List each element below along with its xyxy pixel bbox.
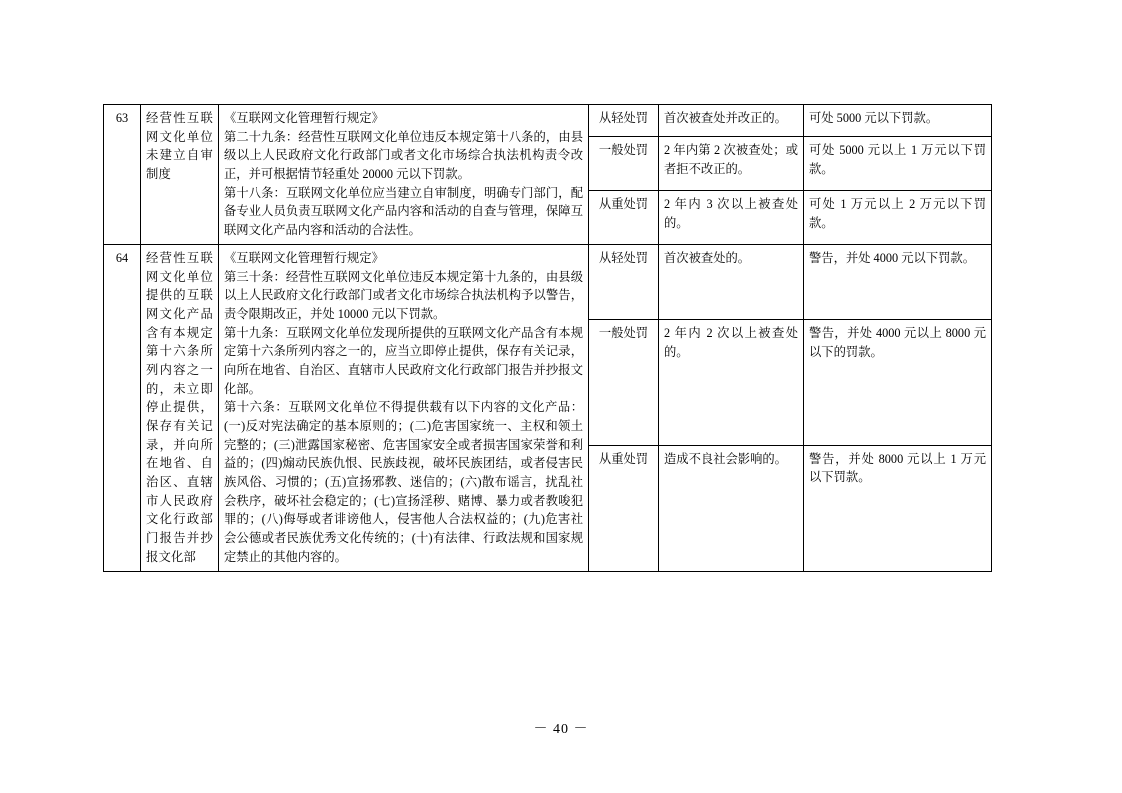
page-number: － 40 － (533, 722, 589, 737)
penalty-level: 一般处罚 (589, 319, 659, 445)
row-number: 64 (104, 244, 141, 571)
legal-basis-line: 第三十条：经营性互联网文化单位违反本规定第十九条的，由县级以上人民政府文化行政部门或者文化市场综合执法机构予以警告，责令限期改正，并处 10000 元以下罚款。 (224, 269, 583, 321)
violation-condition: 首次被查处的。 (659, 244, 804, 319)
penalty-standard: 可处 5000 元以上 1 万元以下罚款。 (804, 137, 992, 191)
penalty-standard: 警告，并处 4000 元以下罚款。 (804, 244, 992, 319)
legal-basis (219, 105, 589, 245)
penalty-level: 从重处罚 (589, 445, 659, 571)
table-row (104, 105, 992, 137)
penalty-discretion-table (103, 104, 992, 572)
penalty-level: 一般处罚 (589, 137, 659, 191)
table-row (104, 244, 992, 319)
item-title: 经营性互联网文化单位提供的互联网文化产品含有本规定第十六条所列内容之一的，未立即停止提供，保存有关记录，并向所在地省、自治区、直辖市人民政府文化行政部门报告并抄报文化部 (141, 244, 219, 571)
legal-basis (219, 244, 589, 571)
penalty-standard: 警告，并处 8000 元以上 1 万元以下罚款。 (804, 445, 992, 571)
penalty-standard: 可处 1 万元以上 2 万元以下罚款。 (804, 190, 992, 244)
legal-basis-line: 第二十九条：经营性互联网文化单位违反本规定第十八条的，由县级以上人民政府文化行政部门或者文化市场综合执法机构责令改正，并可根据情节轻重处 20000 元以下罚款。 (224, 129, 583, 182)
row-number: 63 (104, 105, 141, 245)
violation-condition: 2 年内 3 次以上被查处的。 (659, 190, 804, 244)
legal-basis-line: 《互联网文化管理暂行规定》 (224, 250, 384, 265)
penalty-standard: 可处 5000 元以下罚款。 (804, 105, 992, 137)
violation-condition: 首次被查处并改正的。 (659, 105, 804, 137)
penalty-standard: 警告，并处 4000 元以上 8000 元以下的罚款。 (804, 319, 992, 445)
violation-condition: 造成不良社会影响的。 (659, 445, 804, 571)
legal-basis-line: 第十六条：互联网文化单位不得提供载有以下内容的文化产品：(一)反对宪法确定的基本原则的；(二)危害国家统一、主权和领土完整的；(三)泄露国家秘密、危害国家安全或者损害国家荣誉和利益的；(四)煽动民族仇恨、民族歧视，破坏民族团结，或者侵害民族风俗、习惯的；(五)宣扬邪教、迷信的；(六)散布谣言，扰乱社会秩序，破坏社会稳定的；(七)宣扬淫秽、赌博、暴力或者教唆犯罪的；(八)侮辱或者诽谤他人，侵害他人合法权益的；(九)危害社会公德或者民族优秀文化传统的；(十)有法律、行政法规和国家规定禁止的其他内容的。 (224, 400, 583, 564)
item-title: 经营性互联网文化单位未建立自审制度 (141, 105, 219, 245)
legal-basis-line: 第十九条：互联网文化单位发现所提供的互联网文化产品含有本规定第十六条所列内容之一的，应当立即停止提供，保存有关记录，向所在地省、自治区、直辖市人民政府文化行政部门报告并抄报文化部。 (224, 325, 583, 396)
penalty-level: 从重处罚 (589, 190, 659, 244)
violation-condition: 2 年内第 2 次被查处；或者拒不改正的。 (659, 137, 804, 191)
legal-basis-line: 《互联网文化管理暂行规定》 (224, 111, 384, 125)
penalty-level: 从轻处罚 (589, 244, 659, 319)
legal-basis-line: 第十八条：互联网文化单位应当建立自审制度，明确专门部门，配备专业人员负责互联网文化产品内容和活动的自查与管理，保障互联网文化产品内容和活动的合法性。 (224, 185, 583, 238)
violation-condition: 2 年内 2 次以上被查处的。 (659, 319, 804, 445)
penalty-level: 从轻处罚 (589, 105, 659, 137)
